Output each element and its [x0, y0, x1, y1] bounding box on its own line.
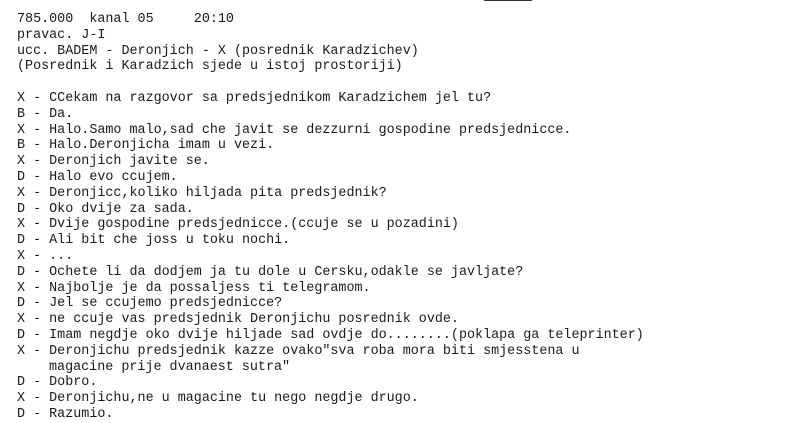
- transcript-line: B - Da.: [17, 106, 74, 122]
- transcript-line: D - Halo evo ccujem.: [17, 169, 178, 185]
- transcript-line: X - CCekam na razgovor sa predsjednikom Karadzichem jel tu?: [17, 90, 492, 106]
- transcript-line: X - Najbolje je da possaljess ti telegramom.: [17, 280, 371, 296]
- transcript-line-continuation: magacine prije dvanaest sutra": [49, 359, 291, 375]
- transcript-line: D - Dobro.: [17, 375, 98, 391]
- transcript-line: X - ne ccuje vas predsjednik Deronjichu posrednik ovde.: [17, 312, 459, 328]
- header-direction: pravac. J-I: [17, 27, 106, 43]
- transcript-line: X - Deronjich javite se.: [17, 154, 210, 170]
- transcript-line: D - Jel se ccujemo predsjednicce?: [17, 296, 283, 312]
- transcript-line: D - Ochete li da dodjem ja tu dole u Cersku,odakle se javljate?: [17, 264, 524, 280]
- transcript-line: D - Ali bit che joss u toku nochi.: [17, 233, 291, 249]
- transcript-line: X - Dvije gospodine predsjednicce.(ccuje se u pozadini): [17, 217, 459, 233]
- header-participants: ucc. BADEM - Deronjich - X (posrednik Karadzichev): [17, 43, 419, 59]
- transcript-line: D - Imam negdje oko dvije hiljade sad ovdje do........(poklapa ga teleprinter): [17, 327, 644, 343]
- top-rule-line: [484, 0, 532, 1]
- header-note: (Posrednik i Karadzich sjede u istoj prostoriji): [17, 59, 403, 75]
- blank-line: [17, 75, 797, 91]
- transcript-line: D - Oko dvije za sada.: [17, 201, 194, 217]
- header-frequency-channel-time: 785.000 kanal 05 20:10: [17, 12, 234, 27]
- transcript-line: X - Halo.Samo malo,sad che javit se dezzurni gospodine predsjednicce.: [17, 122, 572, 138]
- transcript-line: D - Razumio.: [17, 406, 114, 422]
- transcript-line: X - ...: [17, 248, 74, 264]
- transcript-document: [17, 12, 797, 423]
- transcript-line: X - Deronjichu predsjednik kazze ovako"sva roba mora biti smjesstena u: [17, 343, 580, 359]
- transcript-line: B - Halo.Deronjicha imam u vezi.: [17, 138, 275, 154]
- transcript-line: X - Deronjichu,ne u magacine tu nego negdje drugo.: [17, 391, 419, 407]
- transcript-line: X - Deronjicc,koliko hiljada pita predsjednik?: [17, 185, 387, 201]
